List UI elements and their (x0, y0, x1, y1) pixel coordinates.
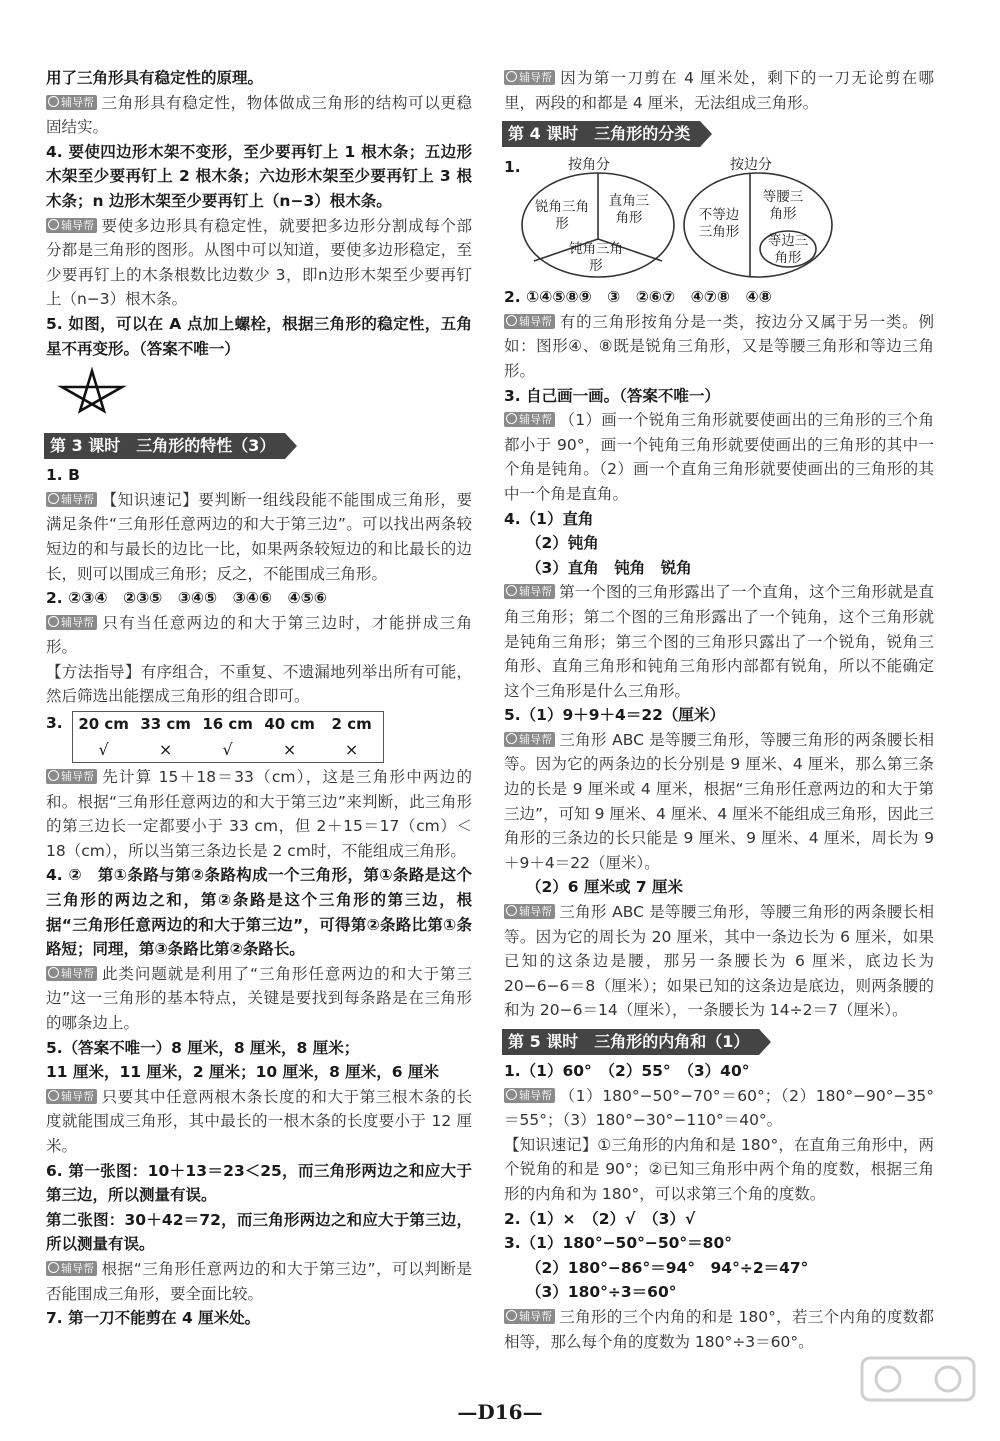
answer-4-part: （3）直角 钝角 锐角 (526, 558, 692, 577)
tutor-badge: 辅导帮 (504, 584, 555, 599)
tutor-badge: 辅导帮 (46, 492, 97, 507)
section-header: 第 5 课时 三角形的内角和（1） (502, 1029, 759, 1055)
tutor-badge: 辅导帮 (504, 1088, 555, 1103)
answer-6-cont: 第二张图：30＋42＝72，而三角形两边之和应大于第三边，所以测量有误。 (46, 1210, 472, 1254)
section-header: 第 4 课时 三角形的分类 (502, 121, 700, 147)
answer-2: 2.（1）× （2）√ （3）√ (504, 1209, 696, 1228)
tutor-icon (48, 493, 59, 504)
tutor-badge: 辅导帮 (504, 314, 555, 329)
tutor-badge: 辅导帮 (504, 412, 555, 427)
answer-1-number: 1. (504, 158, 521, 177)
tutor-tip: 辅导帮 先计算 15＋18＝33（cm），这是三角形中两边的和。根据“三角形任意两边的和大于第三边”来判断，此三角形的第三边长一定都要小于 33 cm，但 2＋15＝17（cm）＜18（cm），所以当第三条边长是 2 cm时，不能组成三角形。 (46, 768, 472, 860)
answer-2: 2. ②③④ ②③⑤ ③④⑤ ③④⑥ ④⑤⑥ (46, 589, 327, 608)
tutor-badge: 辅导帮 (504, 70, 555, 85)
answer-3-table (72, 711, 384, 763)
tutor-tip: 辅导帮 【知识速记】要判断一组线段能不能围成三角形，要满足条件“三角形任意两边的和大于第三边”。可以找出两条较短边的和与最长的边比一比，如果两条较短边的和比最长的边长，则可以围成三角形；反之，不能围成三角形。 (46, 490, 472, 583)
tutor-tip: 辅导帮 三角形的三个内角的和是 180°，若三个内角的度数都相等，那么每个角的度数为 180°÷3＝60°。 (504, 1307, 934, 1351)
tutor-badge: 辅导帮 (46, 218, 97, 233)
watermark-icon (858, 1352, 978, 1406)
equilateral-label: 等边三角形 (767, 233, 809, 267)
tutor-tip: 辅导帮 因为第一刀剪在 4 厘米处，剩下的一刀无论剪在哪里，两段的和都是 4 厘米，无法组成三角形。 (504, 69, 934, 112)
tutor-tip: 辅导帮 根据“三角形任意两边的和大于第三边”，可以判断是否能围成三角形，要全面比较。 (46, 1259, 472, 1303)
answer-7: 7. 第一刀不能剪在 4 厘米处。 (46, 1309, 261, 1328)
answer-3-number: 3. (46, 714, 63, 733)
answer-5-cont: 11 厘米，11 厘米，2 厘米；10 厘米，8 厘米，6 厘米 (46, 1063, 439, 1082)
answer-q4: 4. 要使四边形木架不变形，至少要再钉上 1 根木条；五边形木架至少要再钉上 2 根木条；六边形木架至少要再钉上 3 根木条；n 边形木架至少要再钉上（n−3）根木条。 (46, 142, 472, 210)
method-note: 【方法指导】有序组合，不重复、不遗漏地列举出所有可能，然后筛选出能摆成三角形的组合即可。 (46, 662, 472, 706)
tutor-tip: 辅导帮 此类问题就是利用了“三角形任意两边的和大于第三边”这一三角形的基本特点，关键是要找到每条路是在三角形的哪条边上。 (46, 964, 472, 1032)
answer-1: 1.（1）60° （2）55° （3）40° (504, 1062, 750, 1080)
tutor-icon (48, 1090, 59, 1101)
page-number: —D16— (457, 1400, 543, 1424)
answer-1: 1. B (46, 466, 80, 485)
tutor-badge: 辅导帮 (46, 769, 97, 784)
isosceles-label: 等腰三角形 (762, 189, 804, 223)
tutor-badge: 辅导帮 (504, 904, 555, 919)
answer-6: 6. 第一张图：10＋13＝23＜25，而三角形两边之和应大于第三边，所以测量有误。 (46, 1161, 472, 1205)
answer-3 (46, 711, 472, 763)
answer-3-part: （2）180°−86°＝94° 94°÷2＝47° (526, 1258, 809, 1277)
left-column (46, 66, 472, 1331)
right-column (504, 66, 934, 1354)
tutor-badge: 辅导帮 (46, 1261, 97, 1276)
tutor-icon (506, 585, 517, 596)
tutor-tip: 辅导帮 第一个图的三角形露出了一个直角，这个三角形就是直角三角形；第二个图的三角形露出了一个钝角，这个三角形就是钝角三角形；第三个图的三角形只露出了一个锐角，锐角三角形、直角三角形和钝角三角形内部都有锐角，所以不能确定这个三角形是什么三角形。 (504, 583, 934, 700)
tutor-tip: 辅导帮 三角形 ABC 是等腰三角形，等腰三角形的两条腰长相等。因为它的周长为 20 厘米，其中一条边长为 6 厘米，如果已知的这条边是腰，那另一条腰长为 6 厘米，底边长为 20−6−6＝8（厘米）；如果已知的这条边是底边，则两条腰的和为 20−6＝14（厘米），一条腰长为 14÷2＝7（厘米）。 (504, 903, 934, 1020)
answer-3: 3.（1）180°−50°−50°＝80° (504, 1234, 732, 1253)
answer-5-part: （2）6 厘米或 7 厘米 (526, 878, 684, 897)
tutor-tip: 辅导帮 （1）180°−50°−70°＝60°；（2）180°−90°−35°＝55°；（3）180°−30°−110°＝40°。 (504, 1086, 934, 1130)
tutor-tip: 辅导帮 只要其中任意两根木条长度的和大于第三根木条的长度就能围成三角形，其中最长的一根木条的长度要小于 12 厘米。 (46, 1087, 472, 1155)
tutor-badge: 辅导帮 (46, 95, 97, 110)
tutor-tip: 辅导帮 三角形 ABC 是等腰三角形，等腰三角形的两条腰长相等。因为它的两条边的长分别是 9 厘米、4 厘米，那么第三条边的长是 9 厘米或 4 厘米，根据“三角形任意两边的和大于第三边”，可知 9 厘米、4 厘米、4 厘米不能组成三角形，因此三角形的三条边的长只能是 9 厘米、9 厘米、4 厘米，周长为 9＋9＋4＝22（厘米）。 (504, 730, 934, 872)
answer-4: 4. ② 第①条路与第②条路构成一个三角形，第①条路是这个三角形的两边之和，第②条路是这个三角形的第三边，根据“三角形任意两边的和大于第三边”，可得第②条路比第①条路短；同理，第③条路比第②条路长。 (46, 866, 472, 959)
tutor-icon (506, 733, 517, 744)
tutor-badge: 辅导帮 (504, 1309, 555, 1324)
answer-4: 4.（1）直角 (504, 509, 594, 528)
table-cell: × (282, 740, 297, 760)
tutor-icon (48, 616, 59, 627)
tutor-badge: 辅导帮 (46, 966, 97, 981)
table-mark-row (73, 737, 383, 762)
answer-3: 3. 自己画一画。（答案不唯一） (504, 386, 720, 405)
acute-label: 锐角三角形 (535, 199, 589, 233)
answer-5: 5.（答案不唯一）8 厘米，8 厘米，8 厘米； (46, 1038, 360, 1057)
tutor-icon (48, 967, 59, 978)
table-cell: 33 cm (140, 715, 191, 734)
classification-diagram (504, 155, 934, 283)
answer-5: 5.（1）9＋9＋4＝22（厘米） (504, 706, 725, 725)
by-side-label: 按边分 (730, 157, 772, 174)
table-cell: 2 cm (331, 715, 372, 734)
tutor-tip: 辅导帮 三角形具有稳定性，物体做成三角形的结构可以更稳固结实。 (46, 93, 472, 137)
tutor-badge: 辅导帮 (46, 615, 97, 630)
table-header-row (73, 712, 383, 737)
tutor-icon (506, 315, 517, 326)
tutor-icon (506, 1310, 517, 1321)
tutor-tip: 辅导帮 有的三角形按角分是一类，按边分又属于另一类。例如：图形④、⑧既是锐角三角形，又是等腰三角形和等边三角形。 (504, 312, 934, 380)
obtuse-label: 钝角三角形 (569, 241, 623, 275)
answer-line: 用了三角形具有稳定性的原理。 (46, 69, 264, 87)
table-cell: 16 cm (202, 715, 253, 734)
answer-4-part: （2）钝角 (526, 534, 599, 553)
table-cell: × (158, 740, 173, 760)
tutor-tip: 辅导帮 要使多边形具有稳定性，就要把多边形分割成每个部分都是三角形的图形。从图中可以知道，要使多边形稳定，至少要再钉上的木条根数比边数少 3，即n边形木架至少要再钉上（n−3）根木条。 (46, 216, 472, 309)
tutor-badge: 辅导帮 (504, 732, 555, 747)
answer-3-part: （3）180°÷3＝60° (526, 1283, 677, 1302)
tutor-icon (48, 770, 59, 781)
table-cell: √ (222, 740, 233, 760)
tutor-tip: 辅导帮 （1）画一个锐角三角形就要使画出的三角形的三个角都小于 90°，画一个钝角三角形就要使画出的三角形的其中一个角是钝角。（2）画一个直角三角形就要使画出的三角形的其中一个角是直角。 (504, 411, 934, 503)
tutor-badge: 辅导帮 (46, 1089, 97, 1104)
pentagram-icon (52, 361, 132, 425)
tutor-icon (48, 96, 59, 107)
section-header: 第 3 课时 三角形的特性（3） (44, 433, 285, 459)
star-figure (46, 361, 472, 427)
tutor-icon (506, 905, 517, 916)
tutor-icon (506, 71, 517, 82)
table-cell: √ (98, 740, 109, 760)
tutor-tip: 辅导帮 只有当任意两边的和大于第三边时，才能拼成三角形。 (46, 613, 472, 657)
tutor-icon (506, 1089, 517, 1100)
table-cell: 20 cm (78, 715, 129, 734)
scalene-label: 不等边三角形 (698, 207, 740, 241)
right-triangle-label: 直角三角形 (608, 193, 650, 227)
by-angle-label: 按角分 (568, 157, 610, 174)
knowledge-note: 【知识速记】①三角形的内角和是 180°，在直角三角形中，两个锐角的和是 90°；②已知三角形中两个角的度数，根据三角形的内角和为 180°，可以求第三个角的度数。 (504, 1135, 934, 1203)
table-cell: × (344, 740, 359, 760)
tutor-icon (506, 413, 517, 424)
answer-q5: 5. 如图，可以在 A 点加上螺栓，根据三角形的稳定性，五角星不再变形。（答案不唯一） (46, 314, 472, 358)
tutor-icon (48, 1262, 59, 1273)
table-cell: 40 cm (264, 715, 315, 734)
tutor-icon (48, 219, 59, 230)
answer-2: 2. ①④⑤⑧⑨ ③ ②⑥⑦ ④⑦⑧ ④⑧ (504, 288, 772, 307)
